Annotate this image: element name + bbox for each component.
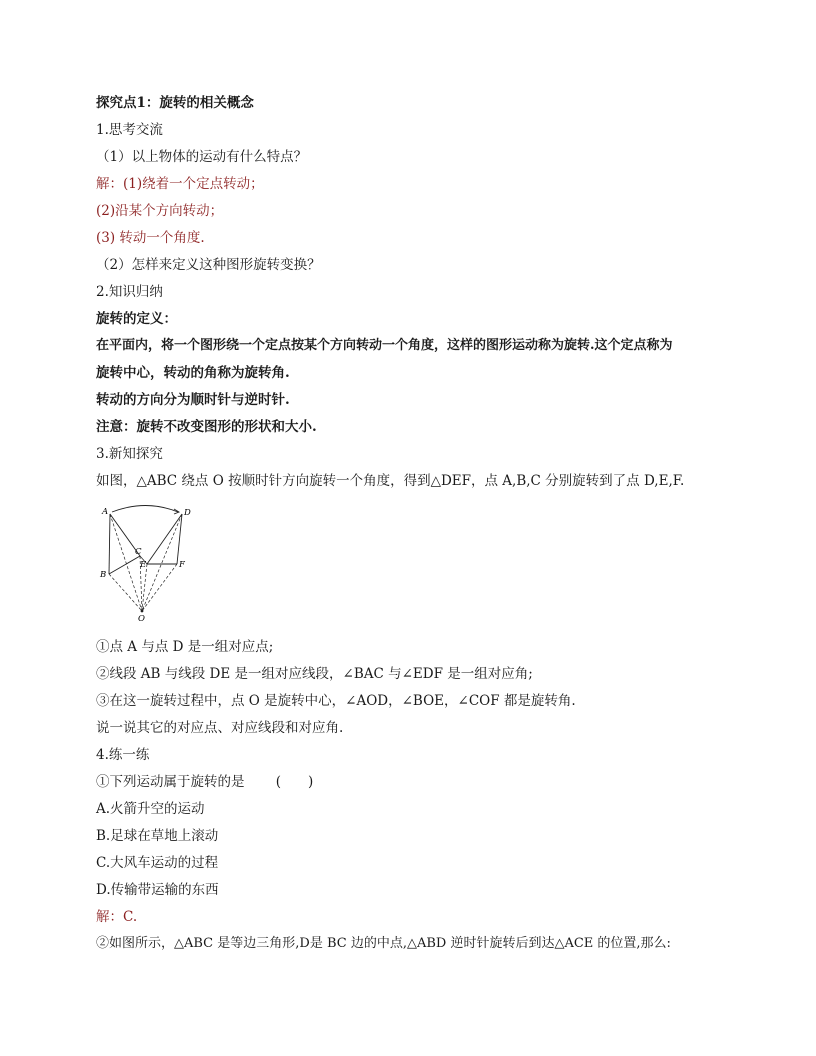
s4-heading: 4.练一练 [96, 747, 150, 763]
s3-point-1: ①点 A 与点 D 是一组对应点; [96, 639, 274, 655]
rotation-figure [98, 505, 198, 625]
center-point-o [141, 610, 144, 613]
s3-heading: 3.新知探究 [96, 446, 163, 462]
option-b: B.足球在草地上滚动 [96, 828, 219, 844]
s1-answer-3: (3) 转动一个角度. [96, 230, 205, 246]
segment-df [177, 514, 182, 564]
rotation-arc [112, 506, 178, 513]
s4-question-1: ①下列运动属于旋转的是 ( ) [96, 774, 314, 790]
option-c: C.大风车运动的过程 [96, 855, 219, 871]
s1-question-1: （1）以上物体的运动有什么特点？ [96, 149, 308, 165]
definition-line-1: 在平面内，将一个图形绕一个定点按某个方向转动一个角度，这样的图形运动称为旋转.这个定点称为 [96, 338, 673, 353]
segment-ab [109, 514, 110, 574]
label-b: B [100, 570, 107, 580]
s1-answer-1: 解：(1)绕着一个定点转动； [96, 176, 264, 192]
s4-answer: 解：C. [96, 909, 138, 925]
definition-title: 旋转的定义： [96, 311, 177, 327]
s4-question-2: ②如图所示，△ABC 是等边三角形,D是 BC 边的中点,△ABD 逆时针旋转后到达△ACE 的位置,那么: [96, 936, 671, 951]
section-title: 探究点1：旋转的相关概念 [96, 95, 254, 111]
definition-line-2: 旋转中心，转动的角称为旋转角. [96, 365, 290, 381]
s3-point-3: ③在这一旋转过程中，点 O 是旋转中心，∠AOD，∠BOE，∠COF 都是旋转角. [96, 693, 576, 709]
label-f: F [179, 560, 185, 570]
s1-heading: 1.思考交流 [96, 122, 163, 138]
direction-text: 转动的方向分为顺时针与逆时针. [96, 392, 290, 408]
label-o: O [138, 614, 145, 624]
s3-intro: 如图，△ABC 绕点 O 按顺时针方向旋转一个角度，得到△DEF，点 A,B,C 分别旋转到了点 D,E,F. [96, 473, 685, 489]
s3-point-4: 说一说其它的对应点、对应线段和对应角. [96, 720, 344, 736]
s1-answer-2: (2)沿某个方向转动； [96, 203, 224, 219]
label-c: C [135, 547, 142, 557]
note-text: 注意：旋转不改变图形的形状和大小. [96, 419, 317, 435]
s2-heading: 2.知识归纳 [96, 284, 163, 300]
label-a: A [102, 507, 109, 517]
label-e: E [140, 560, 147, 570]
label-d: D [184, 508, 191, 518]
s3-point-2: ②线段 AB 与线段 DE 是一组对应线段，∠BAC 与∠EDF 是一组对应角; [96, 666, 533, 682]
s1-question-2: （2）怎样来定义这种图形旋转变换？ [96, 257, 321, 273]
option-d: D.传输带运输的东西 [96, 882, 219, 898]
option-a: A.火箭升空的运动 [96, 801, 205, 817]
